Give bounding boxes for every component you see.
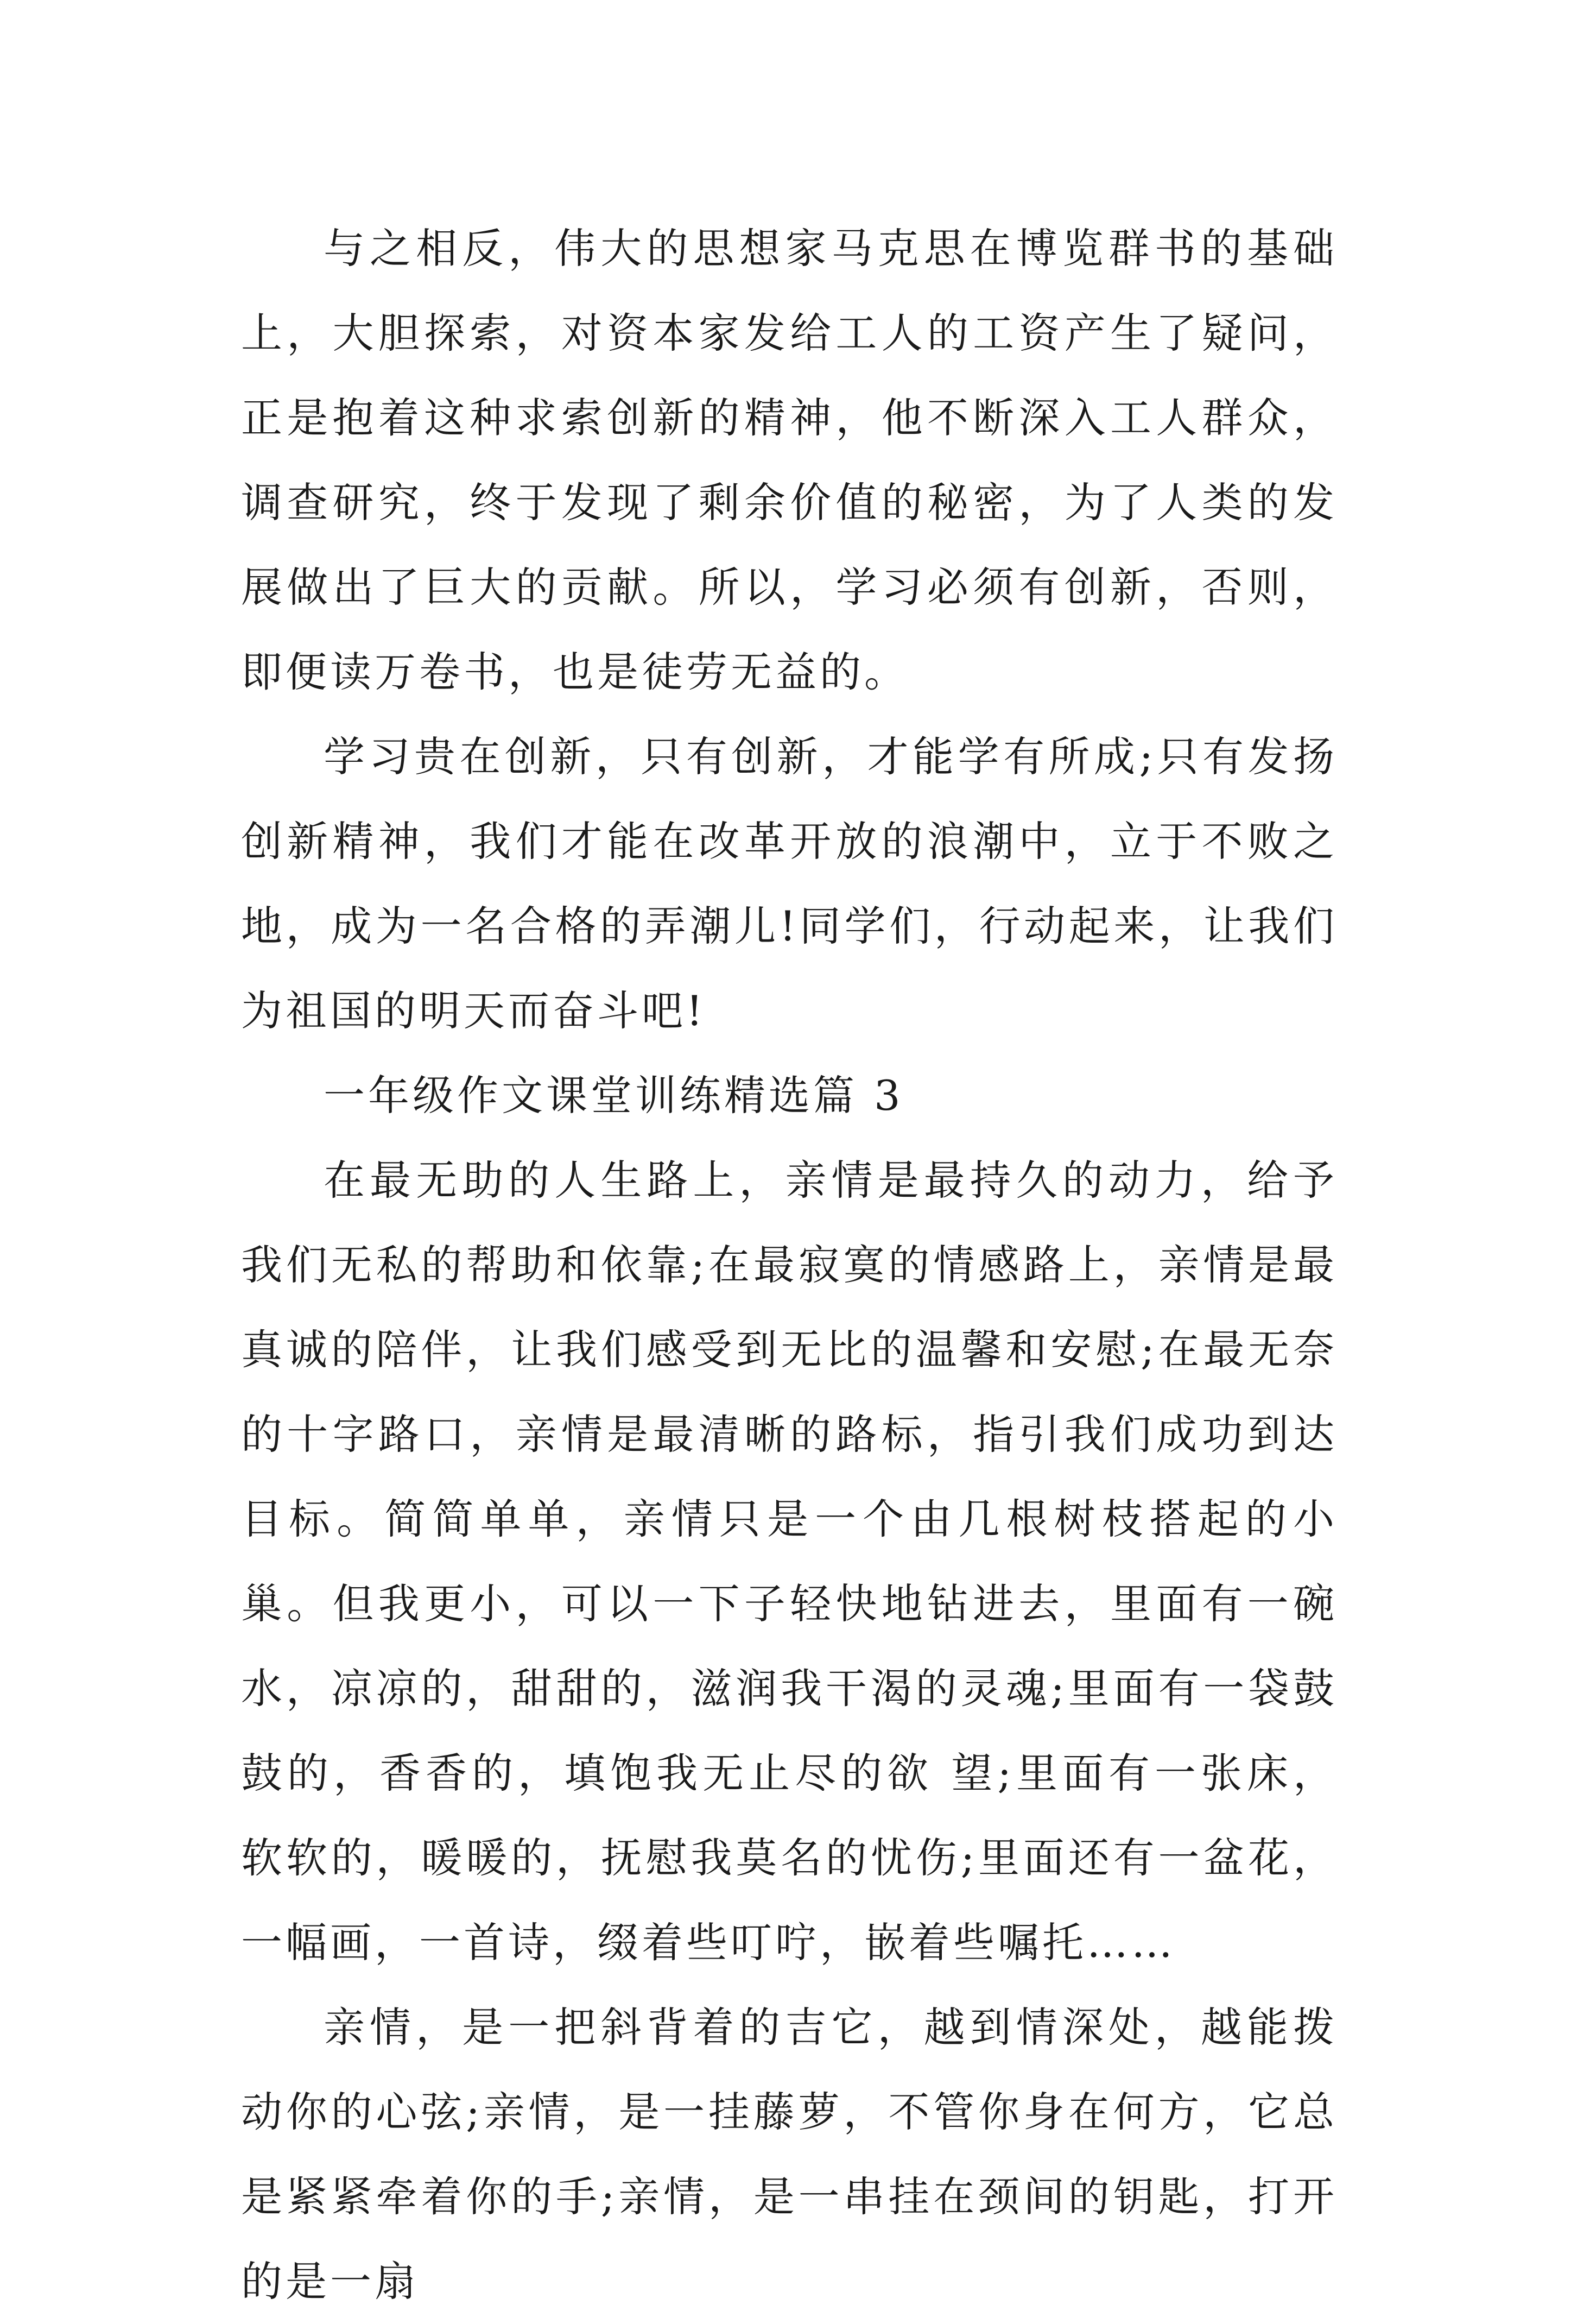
section-heading: 一年级作文课堂训练精选篇 3 [324,1071,904,1120]
paragraph-learning-innovation: 学习贵在创新，只有创新，才能学有所成;只有发扬创新精神，我们才能在改革开放的浪潮中，立于不败之地，成为一名合格的弄潮儿!同学们，行动起来，让我们为祖国的明天而奋斗吧! [241,732,1338,1035]
paragraph-family-metaphors: 亲情，是一把斜背着的吉它，越到情深处，越能拨动你的心弦;亲情，是一挂藤萝，不管你身在何方，它总是紧紧牵着你的手;亲情，是一串挂在颈间的钥匙，打开的是一扇 [241,2003,1338,2306]
document-body [241,206,1338,2324]
paragraph-marx-innovation: 与之相反，伟大的思想家马克思在博览群书的基础上，大胆探索，对资本家发给工人的工资产生了疑问，正是抱着这种求索创新的精神，他不断深入工人群众，调查研究，终于发现了剩余价值的秘密，为了人类的发展做出了巨大的贡献。所以，学习必须有创新，否则，即便读万卷书，也是徒劳无益的。 [241,224,1338,696]
paragraph-family-love: 在最无助的人生路上，亲情是最持久的动力，给予我们无私的帮助和依靠;在最寂寞的情感路上，亲情是最真诚的陪伴，让我们感受到无比的温馨和安慰;在最无奈的十字路口，亲情是最清晰的路标，指引我们成功到达目标。简简单单，亲情只是一个由几根树枝搭起的小巢。但我更小，可以一下子轻快地钻进去，里面有一碗水，凉凉的，甜甜的，滋润我干渴的灵魂;里面有一袋鼓鼓的，香香的，填饱我无止尽的欲 望;里面有一张床，软软的，暖暖的，抚慰我莫名的忧伤;里面还有一盆花，一幅画，一首诗，缀着些叮咛，嵌着些嘱托…… [241,1156,1338,1967]
